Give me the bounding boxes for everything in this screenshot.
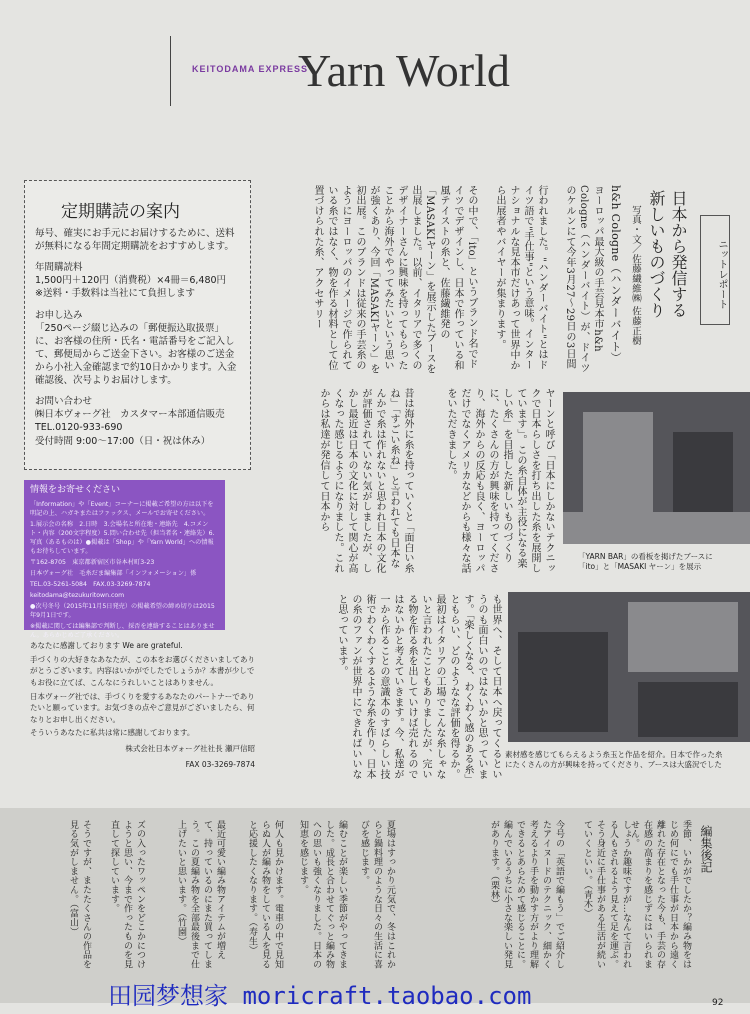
contact-label: お問い合わせ bbox=[35, 396, 93, 408]
info-line: TEL.03-5261-5084 FAX.03-3269-7874 bbox=[30, 580, 151, 588]
header-kicker: KEITODAMA EXPRESS bbox=[192, 64, 309, 74]
article-text: ヨーロッパ最大級の手芸見本市h&h bbox=[592, 185, 603, 352]
booth-photo-1 bbox=[563, 392, 750, 544]
watermark: 田园梦想家 moricraft.taobao.com bbox=[108, 982, 532, 1010]
apply-label: お申し込み bbox=[35, 309, 83, 321]
info-line: 〒162-8705 東京都新宿区市谷本村町3-23 bbox=[30, 558, 155, 566]
info-line: ●次号冬号（2015年11月5日発売）の掲載希望の締め切りは2015年9月1日です。 bbox=[30, 602, 215, 619]
header-divider bbox=[170, 36, 171, 106]
article-text: 昔は海外に糸を持っていくと「面白い糸ね」「すごい糸ね」と言われても日本なんかで糸は作れないと思われ日本の文化が評価されていない気がしましたが、しかし最近は日本の文化に対して関心が高くなった感じるようになりました。これからは私達が発信して日本から bbox=[318, 388, 413, 574]
info-title: 情報をお寄せください bbox=[30, 485, 121, 495]
info-line: ※掲載に関しては編集部で判断し、採否を連絡することはありません。あらかじめご了承ください。 bbox=[30, 622, 215, 639]
thanks-body: 日本ヴォーグ社では、手づくりを愛するあなたのパートナーでありたいと願っています。お気づきの点やご意見がございましたら、何なりとお申し出ください。 bbox=[30, 691, 255, 724]
subscription-body bbox=[35, 227, 241, 456]
contact-tel: TEL.0120-933-690 bbox=[35, 422, 123, 434]
editor-note-text: しょうか趣味ですが…なんて言われる人もされるよう見えて足を運ぶ。そう身近に手仕事がある生活が続いていくといい。（青木） bbox=[582, 820, 631, 969]
thanks-lead: あなたに感謝しております We are grateful. bbox=[30, 641, 183, 650]
article-headline-2: 新しいものづくり bbox=[647, 190, 666, 318]
editor-note-text: 今号の「英語で編もう」でご紹介したアイヌードのテクニック、細かく考えるより手を動かす方がより理解できるとあらためて感じることに。編んでいるうちに小さな楽しい発見があります。（栗林） bbox=[489, 820, 564, 969]
photo-caption-1 bbox=[578, 552, 750, 572]
article-headline-1: 日本から発信する bbox=[669, 190, 688, 318]
subscription-title: 定期購読の案内 bbox=[61, 202, 180, 222]
article-text: Cologne（ハンダーバイト）が、ドイツのケルンにて今年3月27～29日の3日間 bbox=[564, 185, 589, 373]
editor-note-text: ズの入ったワッペンをどこかにつけようと思い、今まで作ったものを見直して探しています。 bbox=[109, 820, 145, 969]
editor-note-text: 夏場はすっかり元気で、冬はこれからと鍋料理のような日々の生活に喜びを感じます。 bbox=[359, 820, 395, 969]
article-text: ヤーンと呼び「日本にしかないテクニックで日本らしさを打ち出した糸を展開しています」。この糸自体が主役になる楽しい糸」を目指した新しいものづくりに、たくさんの方が興味を持ってくださり、海外からの反応も良く、ヨーロッパだけでなくアメリカなどからも様々な話をいただきました。 bbox=[445, 388, 554, 574]
thanks-signature: 株式会社日本ヴォーグ社社長 瀬戸信昭 bbox=[125, 744, 255, 753]
article-text: その中で、「ito」というブランド名でドイツでデザインし、日本で作っている和風テイストの糸と、佐藤繊維発の「MASAKIヤーン」を展示したブースを出展しました。以前、イタリアで多くのデザイナーさんに興味を持ってもらったことから海外でやってみたいという思いが強くあり、今回「MASAKIヤーン」を初出展。このブランドは従来の手芸糸のようにヨーロッパのイメージで作られている糸ではなく、物を作る材料として位置づけられた糸、アクセサリー bbox=[312, 185, 477, 374]
apply-text: 「250ページ綴じ込みの「郵便振込取扱票」に、お客様の住所・氏名・電話番号をご記入して、郵便局からご送金下さい。お客様のご送金から小社入金確認まで約10日かかります。入金確認後、次号よりお届けします。 bbox=[35, 322, 237, 387]
photo-caption-2 bbox=[505, 750, 750, 770]
article-subhead: h&h Cologne（ハンダーバイト） bbox=[609, 185, 622, 364]
price-note: ※送料・手数料は当社にて負担します bbox=[35, 288, 195, 300]
caption-line: 素材感を感じてもらえるよう糸玉と作品を紹介。日本で作った糸 bbox=[505, 750, 723, 759]
editor-note-text: 編むことが楽しい季節がやってきました。成長と合わせてぐっと編み物への思いも強くなりました。日本の知恵を感じます。 bbox=[298, 820, 347, 969]
page-title: Yarn World bbox=[298, 45, 510, 96]
editor-note-tag: 編集後記 bbox=[699, 825, 713, 873]
booth-photo-2 bbox=[508, 592, 750, 742]
info-line: 1.展示会の名称 2.日時 3.会場名と所在地・連絡先 4.コメント・内容（200文字程度）5.問い合わせ先（担当者名・連絡先）6.写真（あるものは）●掲載は「Shop」や「Yarn World」への情報もお待ちしています。 bbox=[30, 521, 215, 555]
info-line: 「Information」や「Event」コーナーに掲載ご希望の方は以下を明記の上、ハガキまたはファックス、メールでお寄せください。 bbox=[30, 501, 214, 518]
page-number: 92 bbox=[712, 998, 724, 1008]
thanks-body: そういうあなたに私共は常に感謝しております。 bbox=[30, 728, 195, 738]
editor-note-text: 最近可愛い編み物アイテムが増えて、持っているのにまた買ってしまう。この夏編み物を全部最後まで仕上げたいと思います。（竹園） bbox=[176, 820, 225, 969]
article-text: 行われました。"ハンダーバイト"とはドイツ語で"手仕事"という意味。インターナショナルな見本市だけあって世界中から出展者やバイヤーが集まります。 bbox=[494, 185, 547, 371]
info-request-box bbox=[24, 480, 225, 639]
caption-line: 「YARN BAR」の看板を掲げたブースに bbox=[578, 552, 713, 561]
info-line: 日本ヴォーグ社 毛糸だま編集部「インフォメーション」係 bbox=[30, 569, 197, 577]
thanks-body: 手づくりの大好きなあなたが、この本をお選びくださいましてありがとうございます。内容はいかがでしたでしょうか？本書が少しでもお役に立てば、こんなにうれしいことはありません。 bbox=[30, 654, 255, 687]
editor-note-text: 季節、いかがでしたか？編み物をはじめ何にでも手仕事が日本から遠く離れた存在となった今も、手芸の存在感の高まりを感じずにはいられません。 bbox=[629, 820, 691, 969]
editor-note-text: 何人も見かけます。電車の中で見知らぬ人が編み物をしている人を見ると応援したくなります。（寿生） bbox=[247, 820, 283, 969]
price-label: 年間購読料 bbox=[35, 262, 83, 274]
page-header bbox=[170, 36, 570, 106]
contact-hours: 受付時間 9:00～17:00（日・祝は休み） bbox=[35, 435, 211, 447]
caption-line: にたくさんの方が興味を持ってくださり、ブースは大盛況でした bbox=[505, 760, 722, 770]
caption-line: 「ito」と「MASAKI ヤーン」を展示 bbox=[578, 562, 702, 572]
price-detail: 1,500円＋120円（消費税）×4冊＝6,480円 bbox=[35, 275, 227, 287]
contact-company: ㈱日本ヴォーグ社 カスタマー本部通信販売 bbox=[35, 409, 225, 421]
subscription-intro: 毎号、確実にお手元にお届けするために、送料が無料になる年間定期購読をおすすめします。 bbox=[35, 228, 235, 253]
knit-report-tag: ニットレポート bbox=[700, 215, 730, 325]
subscription-box bbox=[24, 180, 251, 470]
thanks-note bbox=[30, 640, 255, 772]
editor-note-text: そうですが、またたくさんの作品を見る気がしません。（富山） bbox=[68, 820, 91, 969]
info-email: keitodama@tezukuritown.com bbox=[30, 591, 125, 599]
thanks-fax: FAX 03-3269-7874 bbox=[185, 759, 255, 769]
article-text: も世界へ、そして日本へ戻ってくるというのも面白いのではないかと思っています。「楽しくなる、わくわく感のある糸」ともらい、どのようなな評価を得るか。最初はイタリアの工場でこんな糸しゃないと言われたこともありましたが、完いる物を作る糸を出していけば売れるのではないかと考えていきます。今、私達が一から作ることの意識本のすばらしい技術でわくわくするような糸を作り、日本の糸のファンが世界中にできればいいなと思っています。 bbox=[336, 594, 501, 780]
article-byline: 写真・文／佐藤繊維㈱ 佐藤正樹 bbox=[630, 205, 641, 346]
